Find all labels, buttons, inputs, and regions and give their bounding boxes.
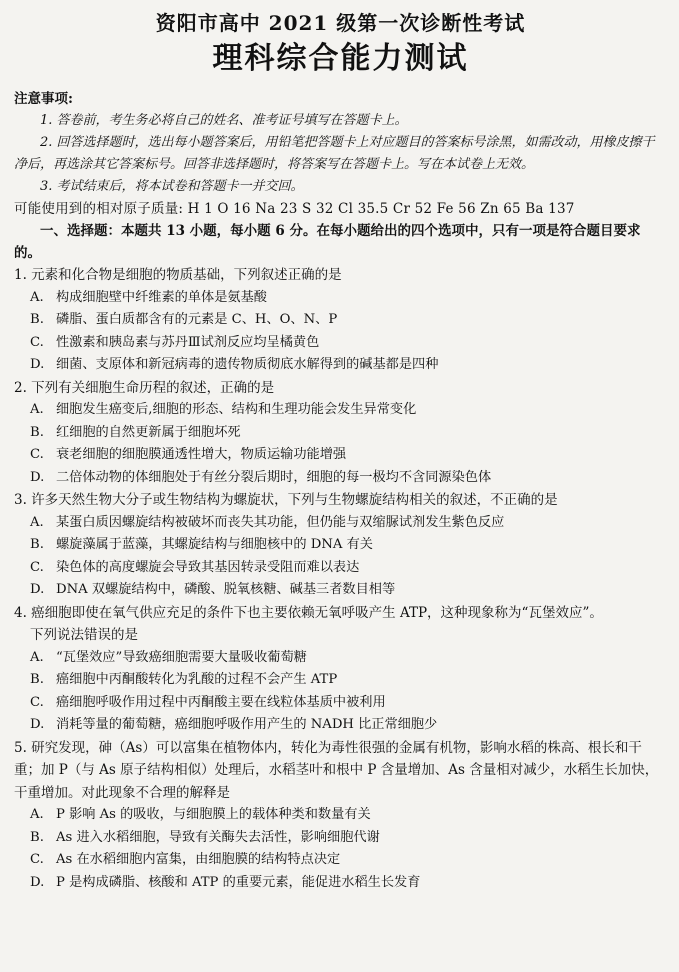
section-intro: 一、选择题：本题共 13 小题，每小题 6 分。在每小题给出的四个选项中，只有一项是符合题目要求的。 <box>14 223 641 261</box>
option-d <box>14 579 667 602</box>
option-c <box>14 849 667 872</box>
notice-item-2: 2. 回答选择题时，选出每小题答案后，用铅笔把答题卡上对应题目的答案标号涂黑，如需改动，用橡皮擦干净后，再选涂其它答案标号。回答非选择题时，将答案写在答题卡上。写在本试卷上无效。 <box>14 135 655 172</box>
option-c <box>14 557 667 580</box>
option-letter: B. <box>30 672 44 687</box>
question-1 <box>14 264 667 377</box>
option-text: 构成细胞壁中纤维素的单体是氨基酸 <box>56 289 267 305</box>
option-letter: D. <box>30 582 45 597</box>
option-text: 某蛋白质因螺旋结构被破坏而丧失其功能，但仍能与双缩脲试剂发生紫色反应 <box>56 514 505 530</box>
option-a <box>14 399 667 422</box>
option-b <box>14 309 667 332</box>
option-letter: B. <box>30 312 44 327</box>
notice-heading: 注意事项: <box>14 91 73 107</box>
atomic-masses: 可能使用到的相对原子质量: H 1 O 16 Na 23 S 32 Cl 35.5 Cr 52 Fe 56 Zn 65 Ba 137 <box>14 201 575 217</box>
option-text: 细胞发生癌变后,细胞的形态、结构和生理功能会发生异常变化 <box>56 402 417 417</box>
notice-item-3: 3. 考试结束后，将本试卷和答题卡一并交回。 <box>40 179 304 194</box>
option-letter: A. <box>30 402 44 417</box>
option-letter: D. <box>30 357 45 372</box>
option-text: P 影响 As 的吸收，与细胞膜上的载体种类和数量有关 <box>56 807 371 822</box>
option-text: 癌细胞中丙酮酸转化为乳酸的过程不会产生 ATP <box>56 672 338 687</box>
option-text: P 是构成磷脂、核酸和 ATP 的重要元素，能促进水稻生长发育 <box>56 874 421 890</box>
option-b <box>14 827 667 850</box>
option-letter: D. <box>30 874 45 890</box>
option-text: DNA 双螺旋结构中，磷酸、脱氧核糖、碱基三者数目相等 <box>56 582 396 597</box>
option-letter: C. <box>30 334 44 350</box>
option-d <box>14 714 667 737</box>
question-4 <box>14 602 667 737</box>
option-text: 红细胞的自然更新属于细胞坏死 <box>56 424 241 440</box>
option-a <box>14 287 667 310</box>
option-text: 癌细胞呼吸作用过程中丙酮酸主要在线粒体基质中被利用 <box>56 694 386 710</box>
notice-item-1: 1. 答卷前，考生务必将自己的姓名、准考证号填写在答题卡上。 <box>40 113 408 128</box>
option-letter: B. <box>30 829 44 845</box>
question-2 <box>14 377 667 490</box>
option-text: 衰老细胞的细胞膜通透性增大，物质运输功能增强 <box>56 447 347 462</box>
option-a <box>14 804 667 827</box>
option-text: “瓦堡效应”导致癌细胞需要大量吸收葡萄糖 <box>56 649 307 665</box>
question-3 <box>14 489 667 602</box>
option-letter: D. <box>30 469 45 485</box>
option-a <box>14 512 667 535</box>
question-stem: 5. 研究发现，砷（As）可以富集在植物体内，转化为毒性很强的金属有机物，影响水稻的株高、根长和干重；加 P（与 As 原子结构相似）处理后，水稻茎叶和根中 P 含量增加、As 含量相对减少，水稻生长加快，干重增加。对此现象不合理的解释是 <box>14 739 659 801</box>
option-d <box>14 354 667 377</box>
option-text: 细菌、支原体和新冠病毒的遗传物质彻底水解得到的碱基都是四种 <box>56 357 439 372</box>
option-letter: C. <box>30 694 44 710</box>
option-letter: B. <box>30 424 44 440</box>
option-c <box>14 332 667 355</box>
option-text: 二倍体动物的体细胞处于有丝分裂后期时，细胞的每一极均不含同源染色体 <box>56 469 492 485</box>
option-letter: A. <box>30 649 44 665</box>
option-text: 染色体的高度螺旋会导致其基因转录受阻而难以表达 <box>56 559 360 575</box>
subject-title: 理科综合能力测试 <box>212 41 469 76</box>
question-stem-continued: 下列说法错误的是 <box>30 627 138 643</box>
option-letter: A. <box>30 514 44 530</box>
option-letter: A. <box>30 807 44 822</box>
option-letter: A. <box>30 289 44 305</box>
option-letter: C. <box>30 447 44 462</box>
option-letter: D. <box>30 717 45 732</box>
exam-title: 资阳市高中 2021 级第一次诊断性考试 <box>155 11 526 35</box>
option-d <box>14 467 667 490</box>
option-c <box>14 444 667 467</box>
option-text: As 进入水稻细胞，导致有关酶失去活性，影响细胞代谢 <box>56 829 380 845</box>
question-stem: 1. 元素和化合物是细胞的物质基础，下列叙述正确的是 <box>14 267 342 283</box>
option-c <box>14 692 667 715</box>
question-stem: 3. 许多天然生物大分子或生物结构为螺旋状，下列与生物螺旋结构相关的叙述，不正确的是 <box>14 492 558 508</box>
option-text: As 在水稻细胞内富集，由细胞膜的结构特点决定 <box>56 852 341 867</box>
option-b <box>14 534 667 557</box>
option-b <box>14 669 667 692</box>
option-letter: C. <box>30 559 44 575</box>
option-text: 磷脂、蛋白质都含有的元素是 C、H、O、N、P <box>56 312 338 327</box>
option-d <box>14 872 667 895</box>
question-5 <box>14 737 667 895</box>
option-text: 性激素和胰岛素与苏丹Ⅲ试剂反应均呈橘黄色 <box>56 334 320 350</box>
option-a <box>14 647 667 670</box>
option-text: 消耗等量的葡萄糖，癌细胞呼吸作用产生的 NADH 比正常细胞少 <box>56 717 438 732</box>
question-stem: 4. 癌细胞即使在氧气供应充足的条件下也主要依赖无氧呼吸产生 ATP，这种现象称为“瓦堡效应”。 <box>14 604 603 621</box>
question-stem: 2. 下列有关细胞生命历程的叙述，正确的是 <box>14 379 275 396</box>
option-letter: C. <box>30 852 44 867</box>
option-b <box>14 422 667 445</box>
option-letter: B. <box>30 537 44 552</box>
option-text: 螺旋藻属于蓝藻，其螺旋结构与细胞核中的 DNA 有关 <box>56 537 373 552</box>
